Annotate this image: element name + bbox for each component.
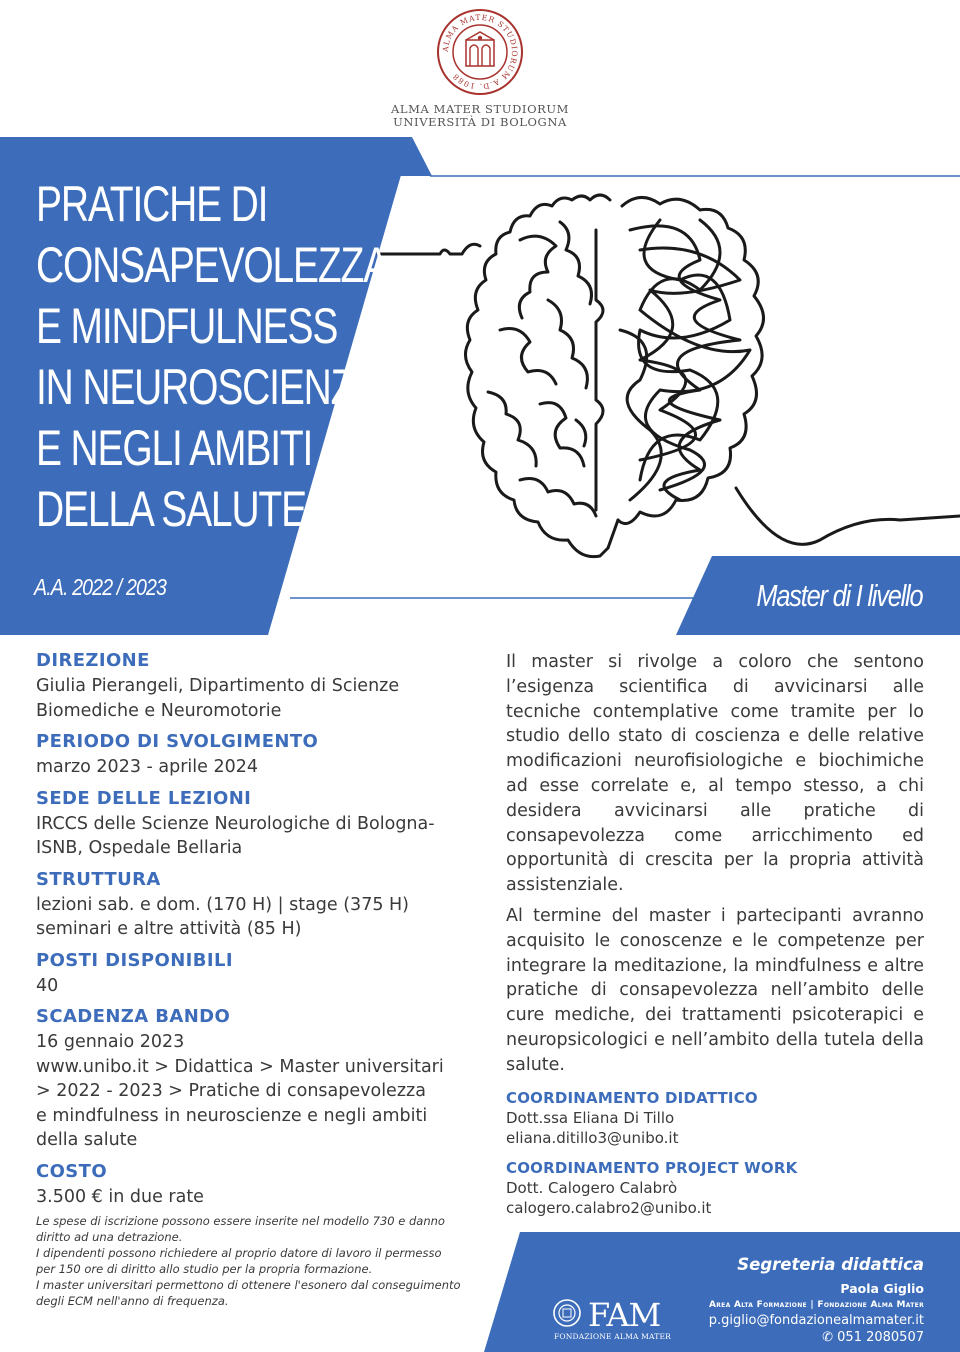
scadenza-value: 16 gennaio 2023 www.unibo.it > Didattica > Master universitari > 2022 - 2023 > Pratiche di consapevolezza e mindfulness in neuroscienze e negli ambiti della salute bbox=[36, 1030, 476, 1153]
costo-value: 3.500 € in due rate bbox=[36, 1186, 204, 1207]
description-paragraph-1: Il master si rivolge a coloro che sentono l’esigenza scientifica di avvicinarsi alle tecniche contemplative come tramite per lo studio dello stato di coscienza e delle relative modificazioni neurofisiologiche e biochimiche ad esse correlate e, al tempo stesso, a chi desidera avvicinarsi alle pratiche di consapevolezza come arricchimento ed opportunità di crescita per la propria attività assistenziale. bbox=[506, 652, 924, 896]
cost-notes: Le spese di iscrizione possono essere inserite nel modello 730 e danno diritto ad una detrazione. I dipendenti possono richiedere al proprio datore di lavoro il permesso per 150 ore di diritto allo studio per la propria formazione. I master universitari permettono di ottenere l'esonero dal conseguimento degli ECM nell'anno di frequenza. bbox=[36, 1214, 461, 1308]
university-name-line1: ALMA MATER STUDIORUM bbox=[390, 102, 570, 116]
scadenza-heading: SCADENZA BANDO bbox=[36, 1006, 231, 1027]
title-line: E MINDFULNESS bbox=[36, 298, 338, 354]
phone-icon: ✆ bbox=[822, 1330, 834, 1345]
secretariat-contact bbox=[709, 1254, 924, 1346]
fam-logo-text: FAM bbox=[588, 1296, 661, 1334]
sede-heading: SEDE DELLE LEZIONI bbox=[36, 787, 252, 809]
coord-project-email[interactable]: calogero.calabro2@unibo.it bbox=[506, 1198, 712, 1217]
course-title bbox=[36, 174, 389, 540]
fam-logo-subtitle: FONDAZIONE ALMA MATER bbox=[554, 1332, 671, 1341]
secretariat-phone[interactable] bbox=[709, 1329, 924, 1346]
description-paragraph-2: Al termine del master i partecipanti avranno acquisito le conoscenze e le competenze per integrare la meditazione, la mindfulness e altre pratiche di consapevolezza nell’ambito delle cure mediche, dei trattamenti psicoterapici e neuropsicologici e nell’ambito della tutela della salute. bbox=[506, 905, 924, 1075]
coord-didattico-email[interactable]: eliana.ditillo3@unibo.it bbox=[506, 1128, 679, 1147]
struttura-value: lezioni sab. e dom. (170 H) | stage (375 H) seminari e altre attività (85 H) bbox=[36, 894, 410, 939]
title-line: CONSAPEVOLEZZA bbox=[36, 237, 389, 293]
posti-value: 40 bbox=[36, 975, 59, 996]
coord-didattico-name: Dott.ssa Eliana Di Tillo bbox=[506, 1108, 675, 1127]
secretariat-title: Segreteria didattica bbox=[737, 1255, 924, 1274]
periodo-heading: PERIODO DI SVOLGIMENTO bbox=[36, 731, 319, 752]
direzione-heading: DIREZIONE bbox=[36, 650, 150, 671]
sede-value: IRCCS delle Scienze Neurologiche di Bologna- ISNB, Ospedale Bellaria bbox=[36, 813, 435, 858]
course-description-column bbox=[506, 650, 924, 1218]
secretariat-phone-number: 051 2080507 bbox=[837, 1330, 924, 1345]
master-level: Master di I livello bbox=[756, 578, 922, 613]
direzione-value: Giulia Pierangeli, Dipartimento di Scienze Biomediche e Neuromotorie bbox=[36, 676, 400, 721]
posti-heading: POSTI DISPONIBILI bbox=[36, 949, 233, 971]
struttura-heading: STRUTTURA bbox=[36, 868, 161, 890]
brain-illustration bbox=[378, 195, 960, 557]
secretariat-area: Area Alta Formazione | Fondazione Alma Mater bbox=[708, 1300, 924, 1310]
svg-text:ALMA MATER STUDIORUM A.D. 1088: ALMA MATER STUDIORUM A.D. 1088 bbox=[440, 12, 520, 92]
bando-link-path[interactable]: www.unibo.it > Didattica > Master universitari bbox=[36, 1056, 444, 1077]
secretariat-email[interactable]: p.giglio@fondazionealmamater.it bbox=[708, 1313, 924, 1328]
secretariat-name: Paola Giglio bbox=[840, 1281, 924, 1296]
coord-project-name: Dott. Calogero Calabrò bbox=[506, 1178, 678, 1197]
coord-project-heading: COORDINAMENTO PROJECT WORK bbox=[506, 1158, 798, 1177]
university-name-line2: UNIVERSITÀ DI BOLOGNA bbox=[393, 115, 567, 129]
periodo-value: marzo 2023 - aprile 2024 bbox=[36, 757, 259, 777]
title-line: IN NEUROSCIENZE bbox=[36, 359, 379, 415]
academic-year: A.A. 2022 / 2023 bbox=[34, 574, 167, 600]
course-info-column bbox=[36, 650, 476, 1309]
title-line: DELLA SALUTE bbox=[36, 481, 306, 537]
costo-heading: COSTO bbox=[36, 1160, 108, 1182]
title-line: PRATICHE DI bbox=[36, 176, 268, 232]
fam-emblem-icon bbox=[552, 1298, 582, 1328]
title-line: E NEGLI AMBITI bbox=[36, 420, 313, 476]
coord-didattico-heading: COORDINAMENTO DIDATTICO bbox=[506, 1088, 758, 1107]
